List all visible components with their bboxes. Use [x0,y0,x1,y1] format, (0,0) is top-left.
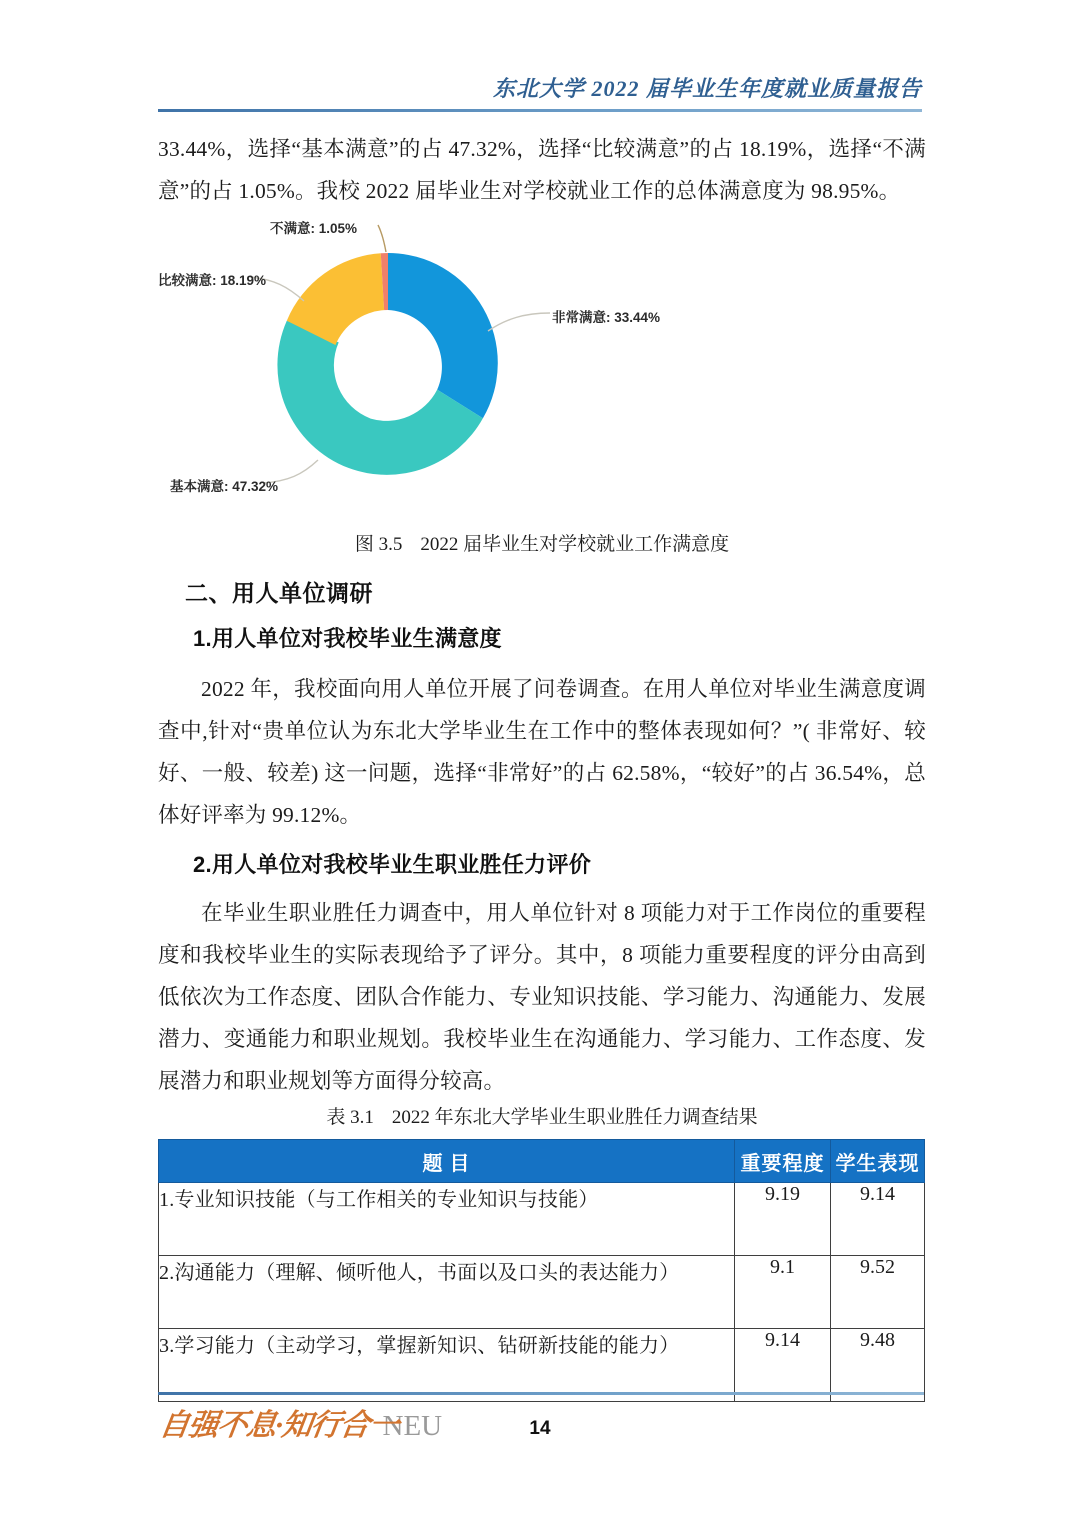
column-header-importance: 重要程度 [735,1140,831,1183]
paragraph-employer-satisfaction: 2022 年，我校面向用人单位开展了问卷调查。在用人单位对毕业生满意度调查中,针对“贵单位认为东北大学毕业生在工作中的整体表现如何？”( 非常好、较好、一般、较差) 这一问题，选择“非常好”的占 62.58%，“较好”的占 36.54%，总体好评率为 99.12%。 [158,677,926,827]
table-caption [158,1102,926,1129]
cell-importance: 9.1 [735,1256,831,1329]
table-row [159,1329,925,1402]
table-caption-label: 表 3.1 [326,1107,374,1128]
header-divider [158,109,922,112]
heading-employer-survey: 二、用人单位调研 [185,580,373,606]
table-row [159,1256,925,1329]
cell-performance: 9.52 [831,1256,925,1329]
table-header-row [159,1140,925,1183]
competency-results-table [158,1139,925,1402]
pie-label-dissatisfied: 不满意: 1.05% [270,221,358,236]
cell-importance: 9.14 [735,1329,831,1402]
running-header [158,72,922,116]
figure-caption [158,529,926,556]
table-row [159,1183,925,1256]
cell-importance: 9.19 [735,1183,831,1256]
column-header-item: 题 目 [159,1140,735,1183]
cell-performance: 9.14 [831,1183,925,1256]
footer-divider [158,1392,924,1395]
figure-caption-text: 2022 届毕业生对学校就业工作满意度 [420,534,730,555]
motto-calligraphy: 自强不息·知行合一 [157,1409,401,1442]
cell-performance: 9.48 [831,1329,925,1402]
leader-line-dissatisfied [378,225,386,252]
table-body [159,1183,925,1402]
figure-caption-label: 图 3.5 [354,534,403,555]
table-caption-text: 2022 年东北大学毕业生职业胜任力调查结果 [391,1107,758,1128]
cell-item: 3.学习能力（主动学习，掌握新知识、钻研新技能的能力） [159,1329,735,1402]
donut-chart [158,213,926,513]
leader-line-very-satisfied [488,313,550,331]
figure-3-5 [158,213,926,513]
pie-label-fairly-satisfied: 比较满意: 18.19% [158,273,267,288]
page-number: 14 [529,1418,551,1439]
cell-item: 1.专业知识技能（与工作相关的专业知识与技能） [159,1183,735,1256]
paragraph-competency-evaluation: 在毕业生职业胜任力调查中，用人单位针对 8 项能力对于工作岗位的重要程度和我校毕业生的实际表现给予了评分。其中，8 项能力重要程度的评分由高到低依次为工作态度、团队合作能力、专业知识技能、学习能力、沟通能力、发展潜力、变通能力和职业规划。我校毕业生在沟通能力、学习能力、工作态度、发展潜力和职业规划等方面得分较高。 [158,901,926,1093]
neu-wordmark: NEU [382,1410,443,1442]
donut-slices [277,253,497,475]
heading-competency-evaluation: 2.用人单位对我校毕业生职业胜任力评价 [193,852,592,877]
pie-label-very-satisfied: 非常满意: 33.44% [552,310,661,325]
donut-chart-svg [158,213,926,513]
table-header [159,1140,925,1183]
column-header-performance: 学生表现 [831,1140,925,1183]
header-title: 东北大学 2022 届毕业生年度就业质量报告 [492,76,922,101]
cell-item: 2.沟通能力（理解、倾听他人，书面以及口头的表达能力） [159,1256,735,1329]
heading-employer-satisfaction: 1.用人单位对我校毕业生满意度 [193,626,502,651]
paragraph-satisfaction-summary: 33.44%，选择“基本满意”的占 47.32%，选择“比较满意”的占 18.19%，选择“不满意”的占 1.05%。我校 2022 届毕业生对学校就业工作的总体满意度为 98.95%。 [158,137,926,203]
pie-label-basically-satisfied: 基本满意: 47.32% [170,479,279,494]
